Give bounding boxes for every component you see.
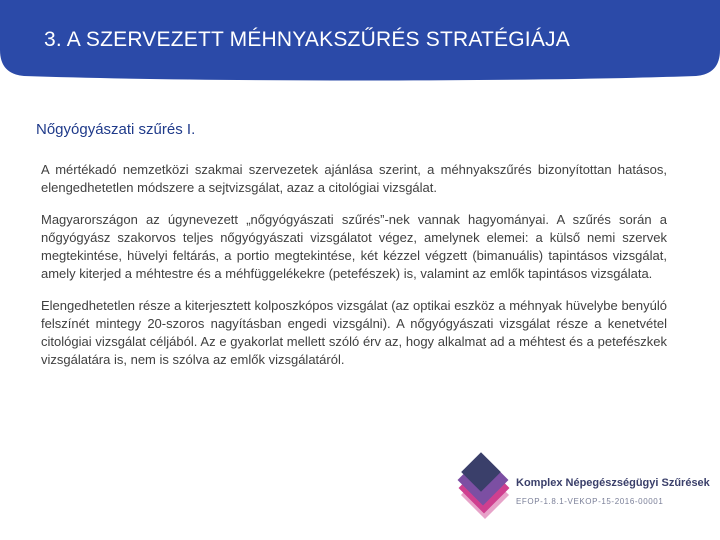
paragraph: Elengedhetetlen része a kiterjesztett kolposzkópos vizsgálat (az optikai eszköz a méhnyak hüvelybe benyúló felszínét mintegy 20-szoros nagyításban engedi vizsgálni). A nőgyógyászati vizsgálat része a kenetvétel citológiai vizsgálat céljából. Az e gyakorlat mellett szóló érv az, hogy alkalmat ad a méhtest és a petefészkek vizsgálatára is, nem is szólva az emlők vizsgálatáról. xyxy=(41,298,667,367)
logo-diamond-icon xyxy=(456,452,514,540)
slide-body xyxy=(41,161,667,383)
title-banner xyxy=(0,0,720,84)
paragraph: A mértékadó nemzetközi szakmai szervezetek ajánlása szerint, a méhnyakszűrés bizonyítottan hatásos, elengedhetetlen módszere a sejtvizsgálat, azaz a citológiai vizsgálat. xyxy=(41,162,667,195)
slide-title: 3. A SZERVEZETT MÉHNYAKSZŰRÉS STRATÉGIÁJA xyxy=(44,28,570,51)
section-subtitle: Nőgyógyászati szűrés I. xyxy=(36,121,196,138)
logo-title: Komplex Népegészségügyi Szűrések xyxy=(516,477,710,489)
paragraph: Magyarországon az úgynevezett „nőgyógyászati szűrés”-nek vannak hagyományai. A szűrés során a nőgyógyász szakorvos teljes nőgyógyászati vizsgálatot végez, amelynek elemei: a külső nemi szervek megtekintése, hüvelyi feltárás, a portio megtekintése, két kézzel végzett (bimanuális) tapintásos vizsgálat, amely kiterjed a méhtestre és a méhfüggelékekre (petefészek) is, valamint az emlők tapintásos vizsgálata. xyxy=(41,212,667,281)
logo-project-code: EFOP-1.8.1-VEKOP-15-2016-00001 xyxy=(516,497,664,506)
program-logo xyxy=(456,452,720,540)
